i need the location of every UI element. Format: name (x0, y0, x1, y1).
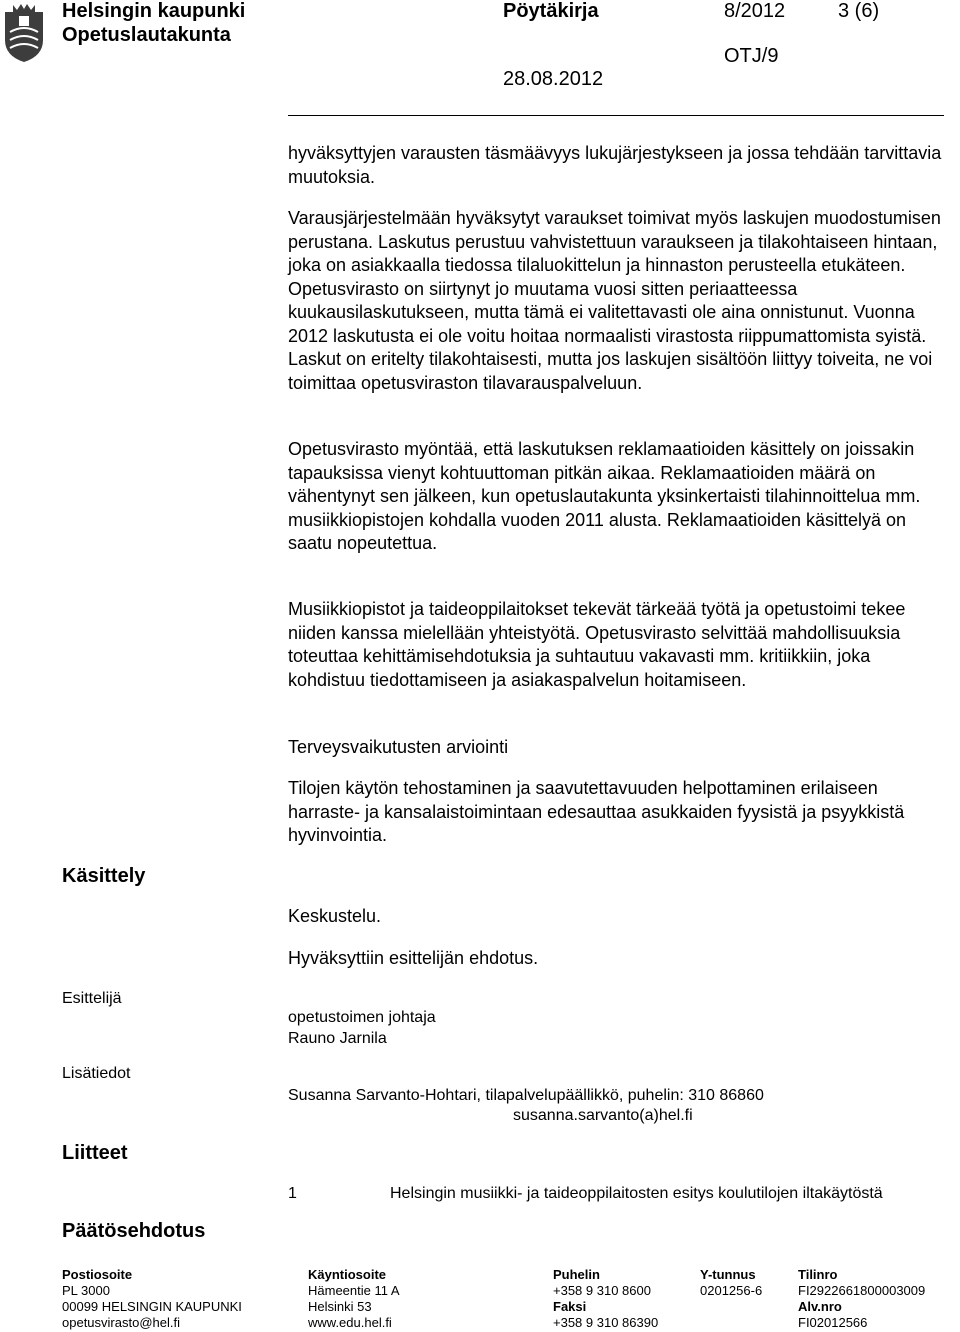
footer-vat-number: FI02012566 (798, 1315, 868, 1330)
processing-label: Käsittely (62, 865, 146, 887)
health-heading: Terveysvaikutusten arviointi (288, 737, 509, 757)
proposal-label: Päätösehdotus (62, 1220, 206, 1242)
contact-person: Susanna Sarvanto-Hohtari, tilapalvelupäällikkö, puhelin: 310 86860 (288, 1087, 764, 1104)
footer-account-number: FI2922661800003009 (798, 1283, 926, 1298)
footer-phone: +358 9 310 8600 (553, 1283, 651, 1298)
header-divider (288, 115, 944, 116)
document-number: 8/2012 (724, 0, 786, 22)
paragraph-4: Musiikkiopistot ja taideoppilaitokset tekevät tärkeää työtä ja opetustoimi tekee niiden kanssa mielellään yhteistyötä. Opetusvirasto selvittää mahdollisuuksia toteuttaa kehittämisehdotuksia ja suhtautuu vakavasti mm. kritiikkiin, joka kohdistuu tiedottamiseen ja asiakaspalvelun hoitamiseen. (288, 599, 906, 690)
page-indicator: 3 (6) (838, 0, 880, 22)
department-name: Opetuslautakunta (62, 24, 231, 46)
footer-postal-box: PL 3000 (62, 1283, 110, 1298)
meeting-date: 28.08.2012 (503, 68, 604, 90)
footer-visit-label: Käyntiosoite (308, 1267, 387, 1282)
helsinki-crest-icon (2, 2, 46, 64)
footer-visit-street: Hämeentie 11 A (308, 1283, 400, 1298)
accepted-text: Hyväksyttiin esittelijän ehdotus. (288, 948, 539, 968)
presenter-name: Rauno Jarnila (288, 1030, 387, 1047)
footer-visit-city: Helsinki 53 (308, 1299, 372, 1314)
footer-account-label: Tilinro (798, 1267, 838, 1282)
paragraph-5: Tilojen käytön tehostaminen ja saavutettavuuden helpottaminen erilaiseen harraste- ja kansalaistoimintaan edesauttaa asukkaiden fyysistä ja psyykkistä hyvinvointia. (288, 778, 905, 845)
attachment-title: Helsingin musiikki- ja taideoppilaitosten esitys koulutilojen iltakäytöstä (390, 1185, 883, 1202)
document-type: Pöytäkirja (503, 0, 599, 22)
attachments-label: Liitteet (62, 1142, 128, 1164)
attachment-number: 1 (288, 1185, 297, 1202)
contact-email: susanna.sarvanto(a)hel.fi (513, 1107, 693, 1124)
paragraph-1: hyväksyttyjen varausten täsmäävyys lukujärjestykseen ja jossa tehdään tarvittavia muutoksia. (288, 143, 942, 187)
presenter-title: opetustoimen johtaja (288, 1009, 436, 1026)
presenter-label: Esittelijä (62, 990, 122, 1007)
footer-website: www.edu.hel.fi (308, 1315, 392, 1330)
section-code: OTJ/9 (724, 45, 779, 67)
footer-phone-label: Puhelin (553, 1267, 600, 1282)
footer-business-id: 0201256-6 (700, 1283, 763, 1298)
paragraph-3: Opetusvirasto myöntää, että laskutuksen reklamaatioiden käsittely on joissakin tapauksissa vienyt kohtuuttoman pitkän aikaa. Reklamaatioiden määrä on vähentynyt sen jälkeen, kun opetuslautakunta yksinkertaisti tilahinnoittelua mm. musiikkiopistojen kohdalla vuoden 2011 alusta. Reklamaatioiden käsittelyä on saatu nopeutettua. (288, 439, 921, 553)
org-name: Helsingin kaupunki (62, 0, 246, 22)
info-label: Lisätiedot (62, 1065, 131, 1082)
paragraph-2: Varausjärjestelmään hyväksytyt varaukset toimivat myös laskujen muodostumisen perustana. Laskutus perustuu vahvistettuun varaukseen ja tilakohtaiseen hintaan, joka on asiakkaalla tiedossa tilaluokittelun ja hinnaston perusteella etukäteen. Opetusvirasto on siirtynyt jo muutama vuosi sitten periaatteessa kuukausilaskutukseen, mutta tämä ei valitettavasti ole aina onnistunut. Vuonna 2012 laskutusta ei ole voitu hoitaa normaalisti virastosta riippumattomista syistä. Laskut on eritelty tilakohtaisesti, mutta jos laskujen sisältöön liittyy toiveita, ne voi toimittaa opetusviraston tilavarauspalveluun. (288, 208, 941, 393)
footer-fax-label: Faksi (553, 1299, 587, 1314)
footer-business-id-label: Y-tunnus (700, 1267, 756, 1282)
footer-vat-label: Alv.nro (798, 1299, 842, 1314)
footer-postal-label: Postiosoite (62, 1267, 133, 1282)
footer-email: opetusvirasto@hel.fi (62, 1315, 180, 1330)
footer-postal-city: 00099 HELSINGIN KAUPUNKI (62, 1299, 242, 1314)
footer-fax: +358 9 310 86390 (553, 1315, 659, 1330)
discussion-text: Keskustelu. (288, 906, 382, 926)
